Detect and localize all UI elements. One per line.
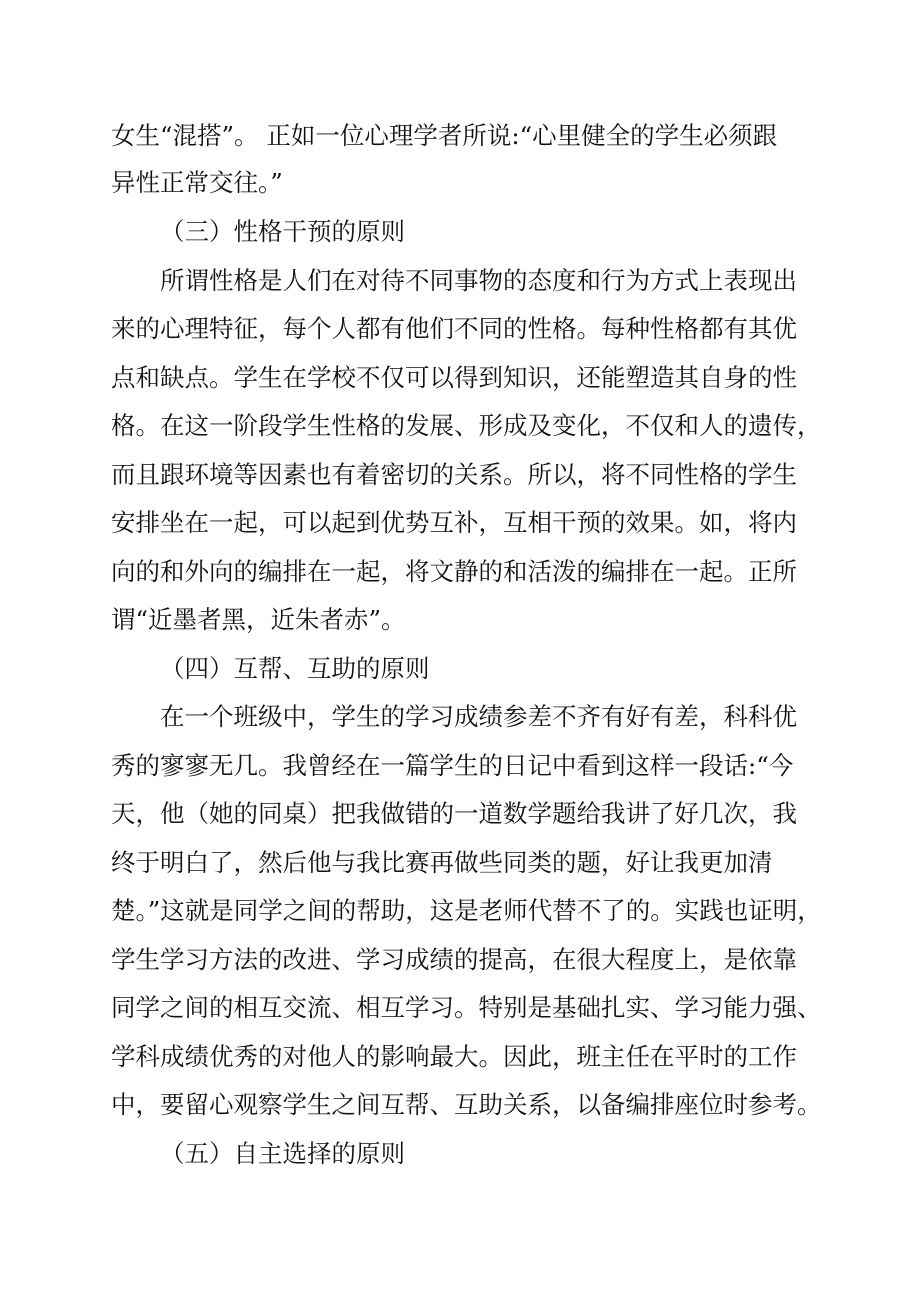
text-line: 异性正常交往。”	[111, 168, 283, 197]
text-line: 在一个班级中，学生的学习成绩参差不齐有好有差，科科优	[160, 702, 797, 731]
text-line: 女生“混搭”。 正如一位心理学者所说:“心里健全的学生必须跟	[111, 121, 778, 150]
text-line: 点和缺点。学生在学校不仅可以得到知识，还能塑造其自身的性	[111, 363, 797, 392]
section-heading-5: （五）自主选择的原则	[160, 1139, 405, 1168]
section-heading-3: （三）性格干预的原则	[160, 217, 405, 246]
text-line: 学科成绩优秀的对他人的影响最大。因此，班主任在平时的工作	[111, 1042, 797, 1071]
text-line: 学生学习方法的改进、学习成绩的提高，在很大程度上，是依靠	[111, 945, 797, 974]
text-line: 秀的寥寥无几。我曾经在一篇学生的日记中看到这样一段话:“今	[111, 751, 794, 780]
text-line: 所谓性格是人们在对待不同事物的态度和行为方式上表现出	[160, 266, 797, 295]
text-line: 中，要留心观察学生之间互帮、互助关系，以备编排座位时参考。	[111, 1090, 822, 1119]
section-heading-4: （四）互帮、互助的原则	[160, 654, 430, 683]
text-line: 安排坐在一起，可以起到优势互补，互相干预的效果。如，将内	[111, 508, 797, 537]
text-line: 谓“近墨者黑，近朱者赤”。	[111, 605, 406, 634]
text-line: 楚。”这就是同学之间的帮助，这是老师代替不了的。实践也证明，	[111, 896, 822, 925]
text-line: 格。在这一阶段学生性格的发展、形成及变化，不仅和人的遗传，	[111, 411, 822, 440]
text-line: 而且跟环境等因素也有着密切的关系。所以，将不同性格的学生	[111, 460, 797, 489]
text-line: 向的和外向的编排在一起，将文静的和活泼的编排在一起。正所	[111, 557, 797, 586]
text-line: 终于明白了，然后他与我比赛再做些同类的题，好让我更加清	[111, 848, 773, 877]
text-line: 同学之间的相互交流、相互学习。特别是基础扎实、学习能力强、	[111, 993, 822, 1022]
text-line: 来的心理特征，每个人都有他们不同的性格。每种性格都有其优	[111, 314, 797, 343]
text-line: 天，他（她的同桌）把我做错的一道数学题给我讲了好几次，我	[111, 799, 797, 828]
